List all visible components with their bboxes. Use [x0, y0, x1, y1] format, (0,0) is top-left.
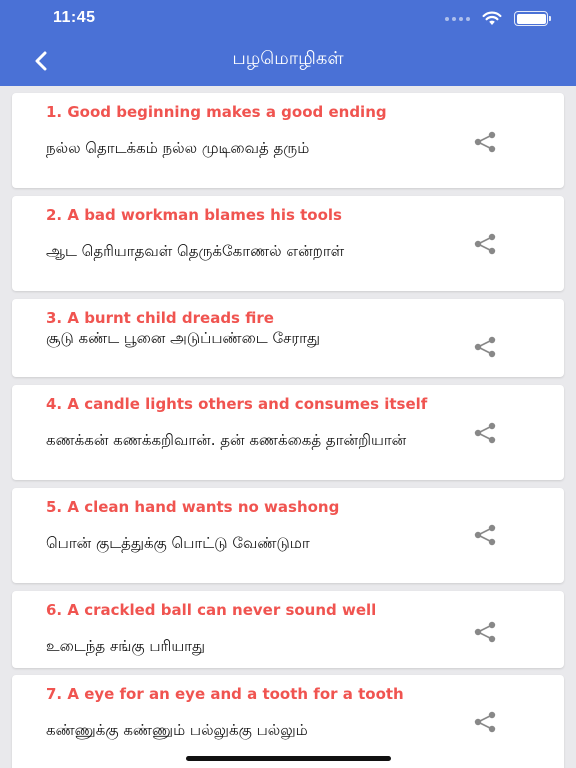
list-item[interactable]	[12, 488, 564, 583]
proverb-tamil: நல்ல தொடக்கம் நல்ல முடிவைத் தரும்	[46, 139, 310, 157]
proverb-tamil: சூடு கண்ட பூனை அடுப்பண்டை சேராது	[46, 329, 321, 347]
proverb-tamil: பொன் குடத்துக்கு பொட்டு வேண்டுமா	[46, 534, 310, 552]
proverb-tamil: கண்ணுக்கு கண்ணும் பல்லுக்கு பல்லும்	[46, 721, 308, 739]
proverb-english: 2. A bad workman blames his tools	[46, 206, 342, 224]
proverb-tamil: ஆட தெரியாதவள் தெருக்கோணல் என்றாள்	[46, 242, 345, 260]
list-item[interactable]	[12, 93, 564, 188]
proverb-english: 7. A eye for an eye and a tooth for a tooth	[46, 685, 404, 703]
proverb-english: 5. A clean hand wants no washong	[46, 498, 340, 516]
share-icon	[473, 422, 497, 444]
list-item[interactable]	[12, 675, 564, 768]
home-indicator[interactable]	[186, 756, 391, 761]
status-indicators	[445, 11, 548, 26]
page-title: பழமொழிகள்	[232, 48, 344, 69]
proverb-tamil: கணக்கன் கணக்கறிவான். தன் கணக்கைத் தான்றியான்	[46, 431, 407, 449]
share-icon	[473, 233, 497, 255]
share-button[interactable]	[472, 420, 498, 446]
share-button[interactable]	[472, 709, 498, 735]
share-icon	[473, 336, 497, 358]
status-time: 11:45	[53, 9, 96, 26]
list-item[interactable]	[12, 385, 564, 480]
nav-header	[0, 0, 576, 86]
signal-icon	[445, 17, 470, 21]
proverb-tamil: உடைந்த சங்கு பரியாது	[46, 637, 206, 655]
share-icon	[473, 524, 497, 546]
proverb-english: 6. A crackled ball can never sound well	[46, 601, 377, 619]
proverb-english: 3. A burnt child dreads fire	[46, 309, 274, 327]
share-button[interactable]	[472, 231, 498, 257]
share-icon	[473, 711, 497, 733]
list-item[interactable]	[12, 299, 564, 377]
battery-icon	[514, 11, 548, 26]
share-button[interactable]	[472, 522, 498, 548]
share-button[interactable]	[472, 129, 498, 155]
share-button[interactable]	[472, 334, 498, 360]
list-item[interactable]	[12, 591, 564, 668]
share-icon	[473, 621, 497, 643]
share-button[interactable]	[472, 619, 498, 645]
list-item[interactable]	[12, 196, 564, 291]
proverb-english: 1. Good beginning makes a good ending	[46, 103, 387, 121]
proverb-english: 4. A candle lights others and consumes itself	[46, 395, 428, 413]
wifi-icon	[482, 11, 502, 26]
share-icon	[473, 131, 497, 153]
